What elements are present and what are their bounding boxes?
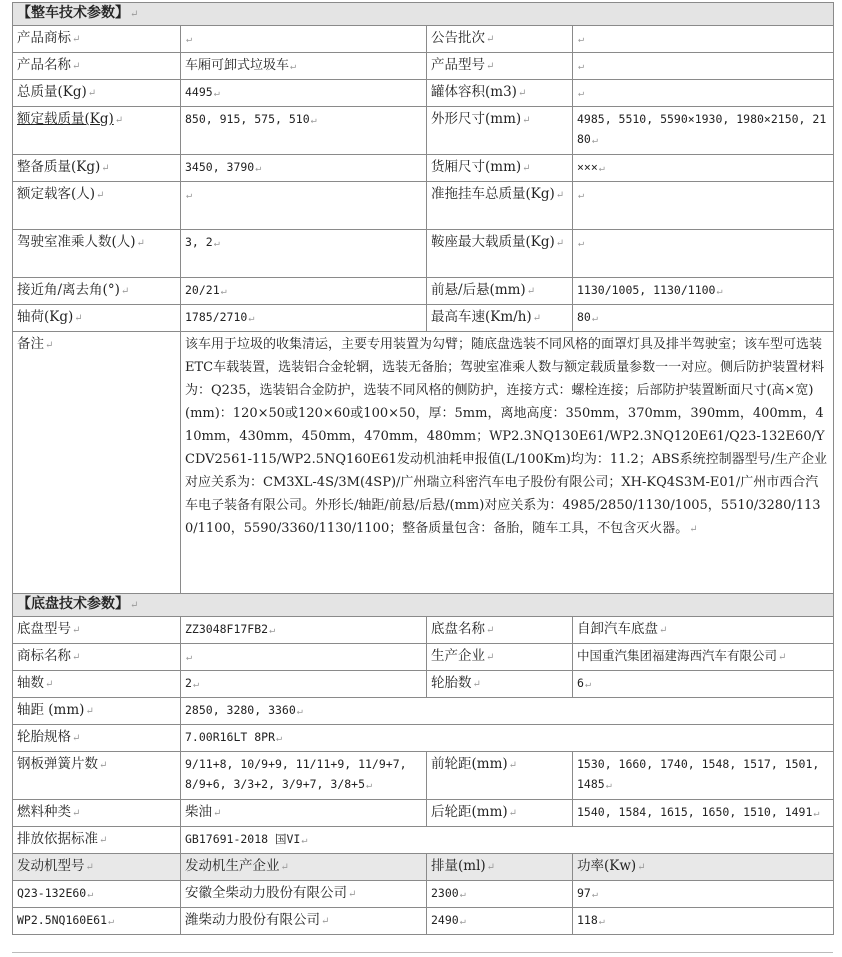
engine-header-row: 发动机型号↵ 发动机生产企业↵ 排量(ml)↵ 功率(Kw)↵ (13, 854, 834, 881)
engine-maker: 安徽全柴动力股份有限公司 (185, 885, 347, 901)
row-value: 6 (577, 676, 584, 690)
engine-power: 97 (577, 886, 591, 900)
row-value: 自卸汽车底盘 (577, 621, 658, 637)
springs-label: 钢板弹簧片数 (17, 756, 98, 772)
row-value: 850, 915, 575, 510 (185, 112, 310, 126)
engine-maker: 潍柴动力股份有限公司 (185, 912, 320, 928)
row-label: 前悬/后悬(mm) (431, 282, 526, 298)
engine-row: WP2.5NQ160E61↵ 潍柴动力股份有限公司↵ 2490↵ 118↵ (13, 908, 834, 935)
row-value: 4495 (185, 85, 213, 99)
table-row: 商标名称↵ ↵ 生产企业↵ 中国重汽集团福建海西汽车有限公司↵ (13, 644, 834, 671)
engine-displacement: 2490 (431, 913, 459, 927)
row-label: 额定载质量(Kg) (17, 111, 114, 127)
front-track-label: 前轮距(mm) (431, 756, 508, 772)
section-title-chassis: 【底盘技术参数】↵ (13, 594, 834, 617)
fuel-value: 柴油 (185, 804, 212, 820)
engine-model: Q23-132E60 (17, 886, 87, 900)
engine-power: 118 (577, 913, 598, 927)
row-label: 鞍座最大载质量(Kg) (431, 234, 555, 250)
row-value: 4985, 5510, 5590×1930, 1980×2150, 2180 (577, 112, 827, 146)
column-header: 功率(Kw) (577, 858, 637, 874)
spec-sheet (12, 2, 833, 935)
front-track-value: 1530, 1660, 1740, 1548, 1517, 1501, 1485 (577, 757, 820, 791)
engine-displacement: 2300 (431, 886, 459, 900)
fuel-label: 燃料种类 (17, 804, 71, 820)
row-label: 生产企业 (431, 648, 485, 664)
table-row: 轴荷(Kg)↵ 1785/2710↵ 最高车速(Km/h)↵ 80↵ (13, 305, 834, 332)
row-label: 最高车速(Km/h) (431, 309, 532, 325)
column-header: 发动机生产企业 (185, 858, 280, 874)
table-row: 钢板弹簧片数↵ 9/11+8, 10/9+9, 11/11+9, 11/9+7, 8/9+6, 3/3+2, 3/9+7, 3/8+5↵ 前轮距(mm)↵ 1530, 1660, 1740, 1548, 1517, 1501, 1485↵ (13, 752, 834, 800)
table-row: 燃料种类↵ 柴油↵ 后轮距(mm)↵ 1540, 1584, 1615, 1650, 1510, 1491↵ (13, 800, 834, 827)
row-label: 外形尺寸(mm) (431, 111, 522, 127)
row-value: 80 (577, 310, 591, 324)
engine-model: WP2.5NQ160E61 (17, 913, 108, 927)
row-value: 车厢可卸式垃圾车 (185, 58, 290, 73)
row-label: 总质量(Kg) (17, 84, 87, 100)
section-header-chassis (13, 594, 834, 617)
table-row: 排放依据标准↵ GB17691-2018 国VI↵ (13, 827, 834, 854)
row-value: 3450, 3790 (185, 160, 255, 174)
row-label: 底盘型号 (17, 621, 71, 637)
table-row: 轴距 (mm)↵ 2850, 3280, 3360↵ (13, 698, 834, 725)
table-row: 额定载客(人)↵ ↵ 准拖挂车总质量(Kg)↵ ↵ (13, 182, 834, 230)
row-label: 产品名称 (17, 57, 71, 73)
table-row: 轮胎规格↵ 7.00R16LT 8PR↵ (13, 725, 834, 752)
section-header-vehicle (13, 3, 834, 26)
row-value: 20/21 (185, 283, 220, 297)
rear-track-value: 1540, 1584, 1615, 1650, 1510, 1491 (577, 805, 813, 819)
row-label: 驾驶室准乘人数(人) (17, 234, 136, 250)
row-value: ZZ3048F17FB2 (185, 622, 269, 636)
wheelbase-value: 2850, 3280, 3360 (185, 703, 296, 717)
table-row: 驾驶室准乘人数(人)↵ 3, 2↵ 鞍座最大载质量(Kg)↵ ↵ (13, 230, 834, 278)
row-label: 公告批次 (431, 30, 485, 46)
table-row: 产品商标↵ ↵ 公告批次↵ ↵ (13, 26, 834, 53)
row-label: 轴数 (17, 675, 44, 691)
row-label: 轮胎数 (431, 675, 472, 691)
row-label: 轴荷(Kg) (17, 309, 74, 325)
row-value: 1785/2710 (185, 310, 248, 324)
table-row: 底盘型号↵ ZZ3048F17FB2↵ 底盘名称↵ 自卸汽车底盘↵ (13, 617, 834, 644)
tire-label: 轮胎规格 (17, 729, 71, 745)
row-value: 2 (185, 676, 192, 690)
row-value: ××× (577, 160, 598, 174)
remark-text: 该车用于垃圾的收集清运，主要专用装置为勾臂；随底盘选装不同风格的面罩灯具及排半驾驶室；该车型可选装ETC车载装置，选装铝合金轮辋，选装无备胎；驾驶室准乘人数与额定载质量参数一一对应。侧后防护装置材料为：Q235，选装铝合金防护，选装不同风格的侧防护，连接方式：螺栓连接；后部防护装置断面尺寸(高×宽)(mm)：120×50或120×60或100×50，厚：5mm，离地高度：350mm，370mm，390mm，400mm，410mm，430mm，450mm，470mm，480mm；WP2.3NQ130E61/WP2.3NQ120E61/Q23-132E60/YCDV2561-115/WP2.5NQ160E61发动机油耗申报值(L/100Km)均为：11.2；ABS系统控制器型号/生产企业对应关系为：CM3XL-4S/3M(4SP)/广州瑞立科密汽车电子股份有限公司；XH-KQ4S3M-E01/广州市西合汽车电子装备有限公司。外形长/轴距/前悬/后悬/(mm)对应关系为：4985/2850/1130/1005，5510/3280/1130/1100，5590/3360/1130/1100；整备质量包含：备胎，随车工具，不包含灭火器。 (185, 337, 828, 536)
row-label: 接近角/离去角(°) (17, 282, 120, 298)
spec-table (12, 2, 834, 935)
row-label: 准拖挂车总质量(Kg) (431, 186, 555, 202)
table-row: 整备质量(Kg)↵ 3450, 3790↵ 货厢尺寸(mm)↵ ×××↵ (13, 155, 834, 182)
table-row: 总质量(Kg)↵ 4495↵ 罐体容积(m3)↵ ↵ (13, 80, 834, 107)
row-label: 商标名称 (17, 648, 71, 664)
column-header: 排量(ml) (431, 858, 486, 874)
section-title-vehicle: 【整车技术参数】↵ (13, 3, 834, 26)
row-label: 货厢尺寸(mm) (431, 159, 522, 175)
row-label: 产品商标 (17, 30, 71, 46)
table-row: 产品名称↵ 车厢可卸式垃圾车↵ 产品型号↵ ↵ (13, 53, 834, 80)
rear-track-label: 后轮距(mm) (431, 804, 508, 820)
row-value: 中国重汽集团福建海西汽车有限公司 (577, 648, 778, 663)
wheelbase-label: 轴距 (mm) (17, 702, 85, 718)
table-row: 额定载质量(Kg)↵ 850, 915, 575, 510↵ 外形尺寸(mm)↵ 4985, 5510, 5590×1930, 1980×2150, 2180↵ (13, 107, 834, 155)
row-value: 1130/1005, 1130/1100 (577, 283, 716, 297)
emission-value: GB17691-2018 国VI (185, 832, 301, 846)
tire-value: 7.00R16LT 8PR (185, 730, 276, 744)
table-row: 轴数↵ 2↵ 轮胎数↵ 6↵ (13, 671, 834, 698)
row-value: 3, 2 (185, 235, 213, 249)
emission-label: 排放依据标准 (17, 831, 98, 847)
row-label: 额定载客(人) (17, 186, 96, 202)
row-label: 整备质量(Kg) (17, 159, 101, 175)
springs-value: 9/11+8, 10/9+9, 11/11+9, 11/9+7, 8/9+6, 3/3+2, 3/9+7, 3/8+5 (185, 757, 407, 791)
remark-row: 备注↵ 该车用于垃圾的收集清运，主要专用装置为勾臂；随底盘选装不同风格的面罩灯具及排半驾驶室；该车型可选装ETC车载装置，选装铝合金轮辋，选装无备胎；驾驶室准乘人数与额定载质量参数一一对应。侧后防护装置材料为：Q235，选装铝合金防护，选装不同风格的侧防护，连接方式：螺栓连接；后部防护装置断面尺寸(高×宽)(mm)：120×50或120×60或100×50，厚：5mm，离地高度：350mm，370mm，390mm，400mm，410mm，430mm，450mm，470mm，480mm；WP2.3NQ130E61/WP2.3NQ120E61/Q23-132E60/YCDV2561-115/WP2.5NQ160E61发动机油耗申报值(L/100Km)均为：11.2；ABS系统控制器型号/生产企业对应关系为：CM3XL-4S/3M(4SP)/广州瑞立科密汽车电子股份有限公司；XH-KQ4S3M-E01/广州市西合汽车电子装备有限公司。外形长/轴距/前悬/后悬/(mm)对应关系为：4985/2850/1130/1005，5510/3280/1130/1100，5590/3360/1130/1100；整备质量包含：备胎，随车工具，不包含灭火器。↵ (13, 332, 834, 594)
row-label: 底盘名称 (431, 621, 485, 637)
row-label: 罐体容积(m3) (431, 84, 517, 100)
engine-row: Q23-132E60↵ 安徽全柴动力股份有限公司↵ 2300↵ 97↵ (13, 881, 834, 908)
row-label: 产品型号 (431, 57, 485, 73)
remark-label: 备注 (17, 336, 44, 352)
table-row: 接近角/离去角(°)↵ 20/21↵ 前悬/后悬(mm)↵ 1130/1005, 1130/1100↵ (13, 278, 834, 305)
column-header: 发动机型号 (17, 858, 85, 874)
page-bottom-rule (12, 952, 833, 953)
